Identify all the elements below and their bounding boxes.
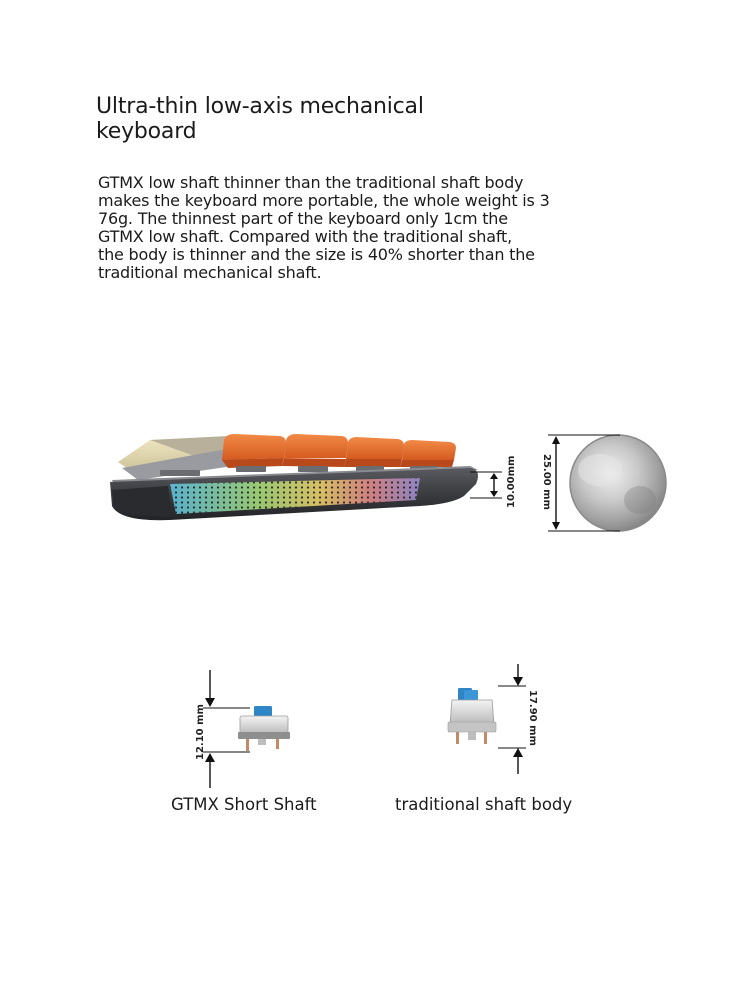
description-line: GTMX low shaft. Compared with the traditional shaft, xyxy=(98,227,512,246)
keyboard-thickness-label: 10.00mm xyxy=(506,455,517,508)
coin-diameter-label: 25.00 mm xyxy=(541,454,552,510)
keycap-row-orange xyxy=(222,434,456,468)
keyboard-side-view xyxy=(110,434,478,520)
keyboard-thickness-dimension xyxy=(470,456,517,508)
switch-housing xyxy=(240,716,288,734)
coin xyxy=(570,435,666,531)
description-line: traditional mechanical shaft. xyxy=(98,263,322,282)
short-switch-height-label: 12.10 mm xyxy=(195,704,206,760)
description-line: 76g. The thinnest part of the keyboard only 1cm the xyxy=(98,209,508,228)
headline-line-1: Ultra-thin low-axis mechanical xyxy=(96,94,424,119)
switch-housing xyxy=(450,700,494,724)
coin-comparison xyxy=(541,435,666,531)
description-line: makes the keyboard more portable, the whole weight is 3 xyxy=(98,191,550,210)
headline-line-2: keyboard xyxy=(96,119,197,144)
traditional-switch-figure xyxy=(448,664,538,774)
description-line: the body is thinner and the size is 40% shorter than the xyxy=(98,245,535,264)
traditional-switch-caption: traditional shaft body xyxy=(395,795,573,814)
short-switch-caption: GTMX Short Shaft xyxy=(171,795,317,814)
traditional-switch-height-label: 17.90 mm xyxy=(527,690,538,746)
description-line: GTMX low shaft thinner than the traditional shaft body xyxy=(98,173,524,192)
short-switch-figure xyxy=(195,670,290,788)
